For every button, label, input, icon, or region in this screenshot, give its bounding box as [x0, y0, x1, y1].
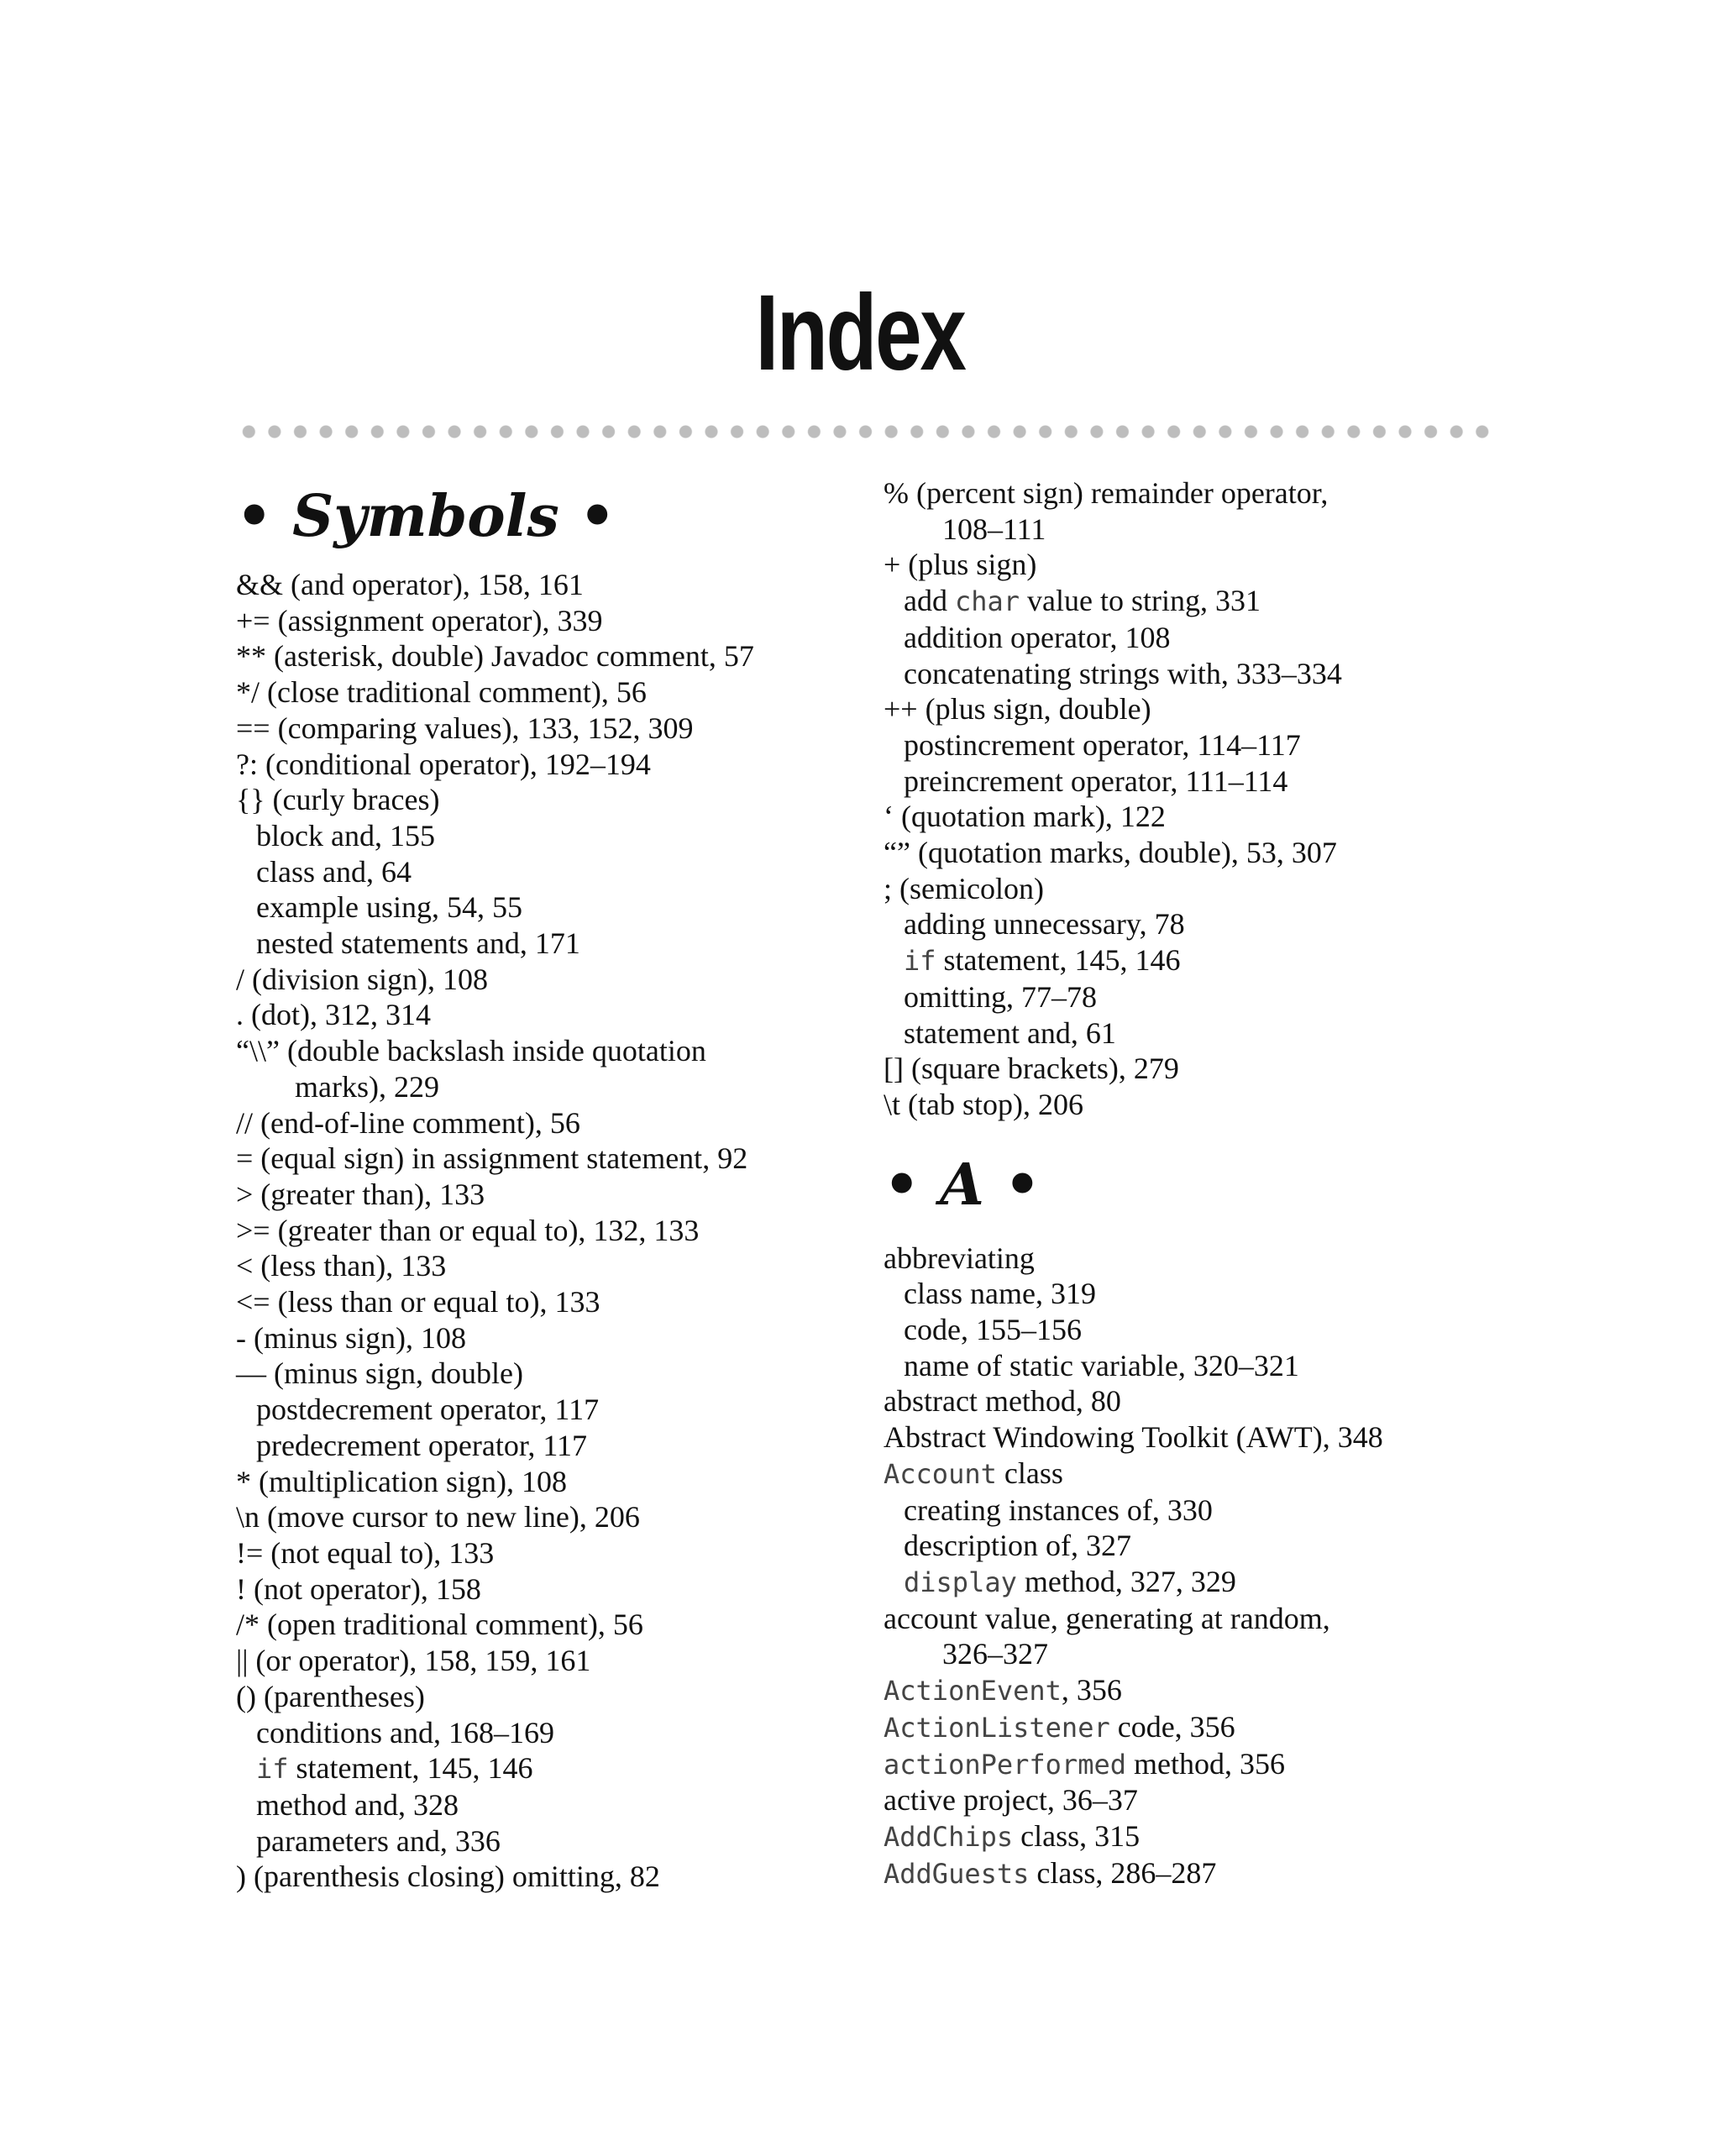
index-subentry: conditions and, 168–169: [256, 1715, 554, 1749]
index-subentry: method and, 328: [256, 1787, 459, 1822]
index-entry-continuation: 108–111: [942, 511, 1046, 546]
index-subentry: [884, 583, 1522, 620]
index-subentry: postincrement operator, 114–117: [904, 727, 1301, 762]
index-entry: - (minus sign), 108: [236, 1320, 466, 1355]
page-title: Index: [755, 273, 965, 393]
index-subentry: adding unnecessary, 78: [904, 907, 1185, 942]
index-entry: abstract method, 80: [884, 1384, 1121, 1419]
index-subentry: example using, 54, 55: [256, 890, 522, 925]
index-entry: == (comparing values), 133, 152, 309: [236, 711, 694, 745]
index-entry: ‘ (quotation mark), 122: [884, 800, 1166, 834]
code-term: AddGuests: [884, 1857, 1030, 1890]
index-entry: ** (asterisk, double) Javadoc comment, 57: [236, 639, 754, 674]
index-entry: <= (less than or equal to), 133: [236, 1285, 600, 1319]
index-subentry: [236, 1750, 874, 1787]
entry-text: , 356: [1061, 1673, 1122, 1707]
index-entry: [884, 1672, 1522, 1709]
index-entry: abbreviating: [884, 1241, 1035, 1275]
entry-text: class: [996, 1456, 1063, 1490]
dotted-rule-divider: [236, 424, 1496, 439]
index-entry: > (greater than), 133: [236, 1177, 485, 1211]
heading-bullet-left: •: [884, 1151, 920, 1219]
index-entry: ; (semicolon): [884, 871, 1044, 905]
heading-text: Symbols: [292, 483, 559, 550]
entry-text: method, 327, 329: [1016, 1564, 1236, 1598]
entry-text: class, 315: [1013, 1818, 1141, 1853]
index-entry: [884, 1709, 1522, 1746]
index-subentry: nested statements and, 171: [256, 926, 580, 961]
index-entry: [884, 1818, 1522, 1855]
index-entry: [884, 1456, 1522, 1492]
index-entry: ! (not operator), 158: [236, 1571, 481, 1606]
index-entry: + (plus sign): [884, 548, 1037, 582]
code-term: ActionListener: [884, 1711, 1110, 1744]
index-entry-continuation: 326–327: [942, 1637, 1048, 1671]
index-entry: “\\” (double backslash inside quotation: [236, 1034, 706, 1068]
index-subentry: parameters and, 336: [256, 1823, 501, 1858]
index-entry: * (multiplication sign), 108: [236, 1464, 567, 1498]
entry-text: statement, 145, 146: [936, 943, 1181, 978]
code-term: ActionEvent: [884, 1675, 1062, 1707]
heading-bullet-left: •: [236, 483, 273, 550]
index-column-left: [236, 483, 874, 1895]
section-heading-symbols: [236, 483, 874, 550]
index-entry: Abstract Windowing Toolkit (AWT), 348: [884, 1420, 1383, 1455]
index-entry-continuation: marks), 229: [295, 1069, 439, 1104]
entry-text: method, 356: [1125, 1746, 1285, 1781]
entry-text: statement, 145, 146: [288, 1751, 533, 1786]
code-term: char: [954, 585, 1020, 618]
index-subentry: class name, 319: [904, 1277, 1096, 1311]
code-term: actionPerformed: [884, 1748, 1126, 1781]
entry-text: class, 286–287: [1029, 1855, 1217, 1890]
index-entry: () (parentheses): [236, 1679, 425, 1713]
index-entry: */ (close traditional comment), 56: [236, 675, 647, 710]
entry-text: value to string, 331: [1020, 584, 1261, 618]
index-subentry: statement and, 61: [904, 1015, 1116, 1050]
section-heading-a: [884, 1151, 1522, 1219]
index-entry: = (equal sign) in assignment statement, 92: [236, 1141, 748, 1176]
index-entry: \n (move cursor to new line), 206: [236, 1500, 640, 1534]
code-term: if: [904, 945, 936, 978]
entry-text: code, 356: [1109, 1709, 1235, 1744]
index-entry: active project, 36–37: [884, 1783, 1138, 1818]
index-column-right: [884, 475, 1522, 1891]
index-entry: {} (curly braces): [236, 783, 440, 817]
index-entry: || (or operator), 158, 159, 161: [236, 1644, 591, 1678]
index-subentry: [884, 942, 1522, 979]
heading-bullet-right: •: [1004, 1151, 1041, 1219]
index-subentry: [884, 1564, 1522, 1601]
index-entry: ) (parenthesis closing) omitting, 82: [236, 1860, 660, 1894]
index-entry: // (end-of-line comment), 56: [236, 1105, 580, 1140]
index-entry: /* (open traditional comment), 56: [236, 1608, 643, 1642]
index-subentry: code, 155–156: [904, 1313, 1082, 1347]
index-entry: — (minus sign, double): [236, 1356, 523, 1391]
index-subentry: name of static variable, 320–321: [904, 1348, 1299, 1382]
heading-text: A: [940, 1151, 984, 1219]
index-subentry: description of, 327: [904, 1529, 1131, 1563]
index-entry: [884, 1746, 1522, 1783]
index-entry: += (assignment operator), 339: [236, 603, 603, 637]
entry-text: add: [904, 584, 955, 618]
index-entry: ?: (conditional operator), 192–194: [236, 747, 651, 781]
index-entry: != (not equal to), 133: [236, 1535, 495, 1570]
index-entry: % (percent sign) remainder operator,: [884, 476, 1329, 510]
index-subentry: omitting, 77–78: [904, 979, 1098, 1014]
index-entry: \t (tab stop), 206: [884, 1087, 1083, 1121]
index-entry: >= (greater than or equal to), 132, 133: [236, 1213, 700, 1247]
index-subentry: concatenating strings with, 333–334: [904, 656, 1342, 690]
code-term: Account: [884, 1457, 997, 1490]
heading-bullet-right: •: [579, 483, 616, 550]
index-entry: < (less than), 133: [236, 1249, 447, 1283]
index-subentry: preincrement operator, 111–114: [904, 763, 1288, 798]
index-entry: ++ (plus sign, double): [884, 692, 1151, 727]
index-entry: [884, 1855, 1522, 1892]
index-subentry: predecrement operator, 117: [256, 1428, 588, 1462]
index-entry: . (dot), 312, 314: [236, 998, 431, 1032]
index-entry: [] (square brackets), 279: [884, 1052, 1179, 1086]
index-subentry: addition operator, 108: [904, 620, 1171, 654]
index-entry: “” (quotation marks, double), 53, 307: [884, 836, 1337, 870]
code-term: if: [256, 1753, 289, 1786]
index-entry: account value, generating at random,: [884, 1601, 1330, 1635]
index-entry: / (division sign), 108: [236, 962, 489, 996]
index-subentry: block and, 155: [256, 818, 435, 852]
index-subentry: creating instances of, 330: [904, 1492, 1213, 1527]
index-subentry: postdecrement operator, 117: [256, 1393, 600, 1427]
index-subentry: class and, 64: [256, 854, 412, 889]
code-term: display: [904, 1566, 1017, 1598]
code-term: AddChips: [884, 1820, 1014, 1853]
index-entry: && (and operator), 158, 161: [236, 568, 584, 601]
